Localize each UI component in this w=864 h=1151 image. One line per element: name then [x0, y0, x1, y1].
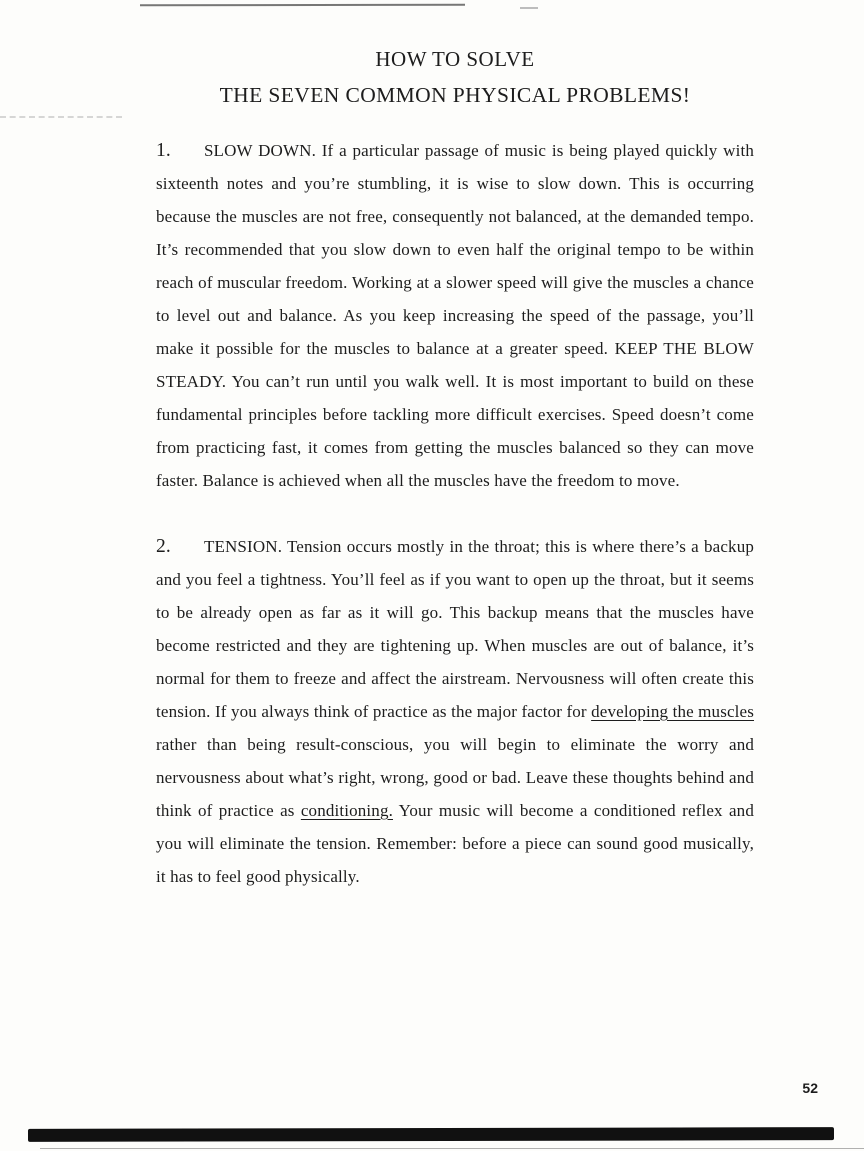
section-number: 1. — [156, 140, 171, 161]
underlined-text: conditioning. — [300, 801, 393, 820]
paragraph — [156, 134, 754, 497]
paragraph — [156, 530, 754, 893]
underlined-text: developing the muscles — [591, 702, 755, 721]
scan-artifact-bottom-bar — [28, 1127, 834, 1142]
scan-artifact-top-mark — [520, 7, 538, 9]
scan-artifact-bottom-line — [40, 1148, 864, 1149]
scan-artifact-top-line — [140, 4, 465, 7]
text-run: SLOW DOWN. If a particular passage of music is being played quickly with sixteenth notes and you’re stumbling, it is wise to slow down. This is occurring because the muscles are not free, consequently not balanced, at the demanded tempo. It’s recommended that you slow down to even half the original tempo to be within reach of muscular freedom. Working at a slower speed will give the muscles a chance to level out and balance. As you keep increasing the speed of the passage, you’ll make it possible for the muscles to balance at a greater speed. KEEP THE BLOW STEADY. You can’t run until you walk well. It is most important to build on these fundamental principles before tackling more difficult exercises. Speed doesn’t come from practicing fast, it comes from getting the muscles balanced so they can move faster. Balance is achieved when all the muscles have the freedom to move. — [156, 141, 754, 490]
text-run: rather than being result-conscious, you will begin to eliminate the worry and nervousness about what’s right, wrong, good or bad. Leave these thoughts behind and think of practice as — [156, 735, 754, 820]
text-run: Your music will become a conditioned reflex and you will eliminate the tension. Remember: before a piece can sound good musically, it has to feel good physically. — [156, 801, 754, 886]
text-run: TENSION. Tension occurs mostly in the throat; this is where there’s a backup and you feel a tightness. You’ll feel as if you want to open up the throat, but it seems to be already open as far as it will go. This backup means that the muscles have become restricted and they are tightening up. When muscles are out of balance, it’s normal for them to freeze and affect the airstream. Nervousness will often create this tension. If you always think of practice as the major factor for — [156, 537, 754, 721]
page-number: 52 — [802, 1080, 818, 1096]
scan-artifact-left-dashes — [0, 116, 122, 118]
page-title-line2: THE SEVEN COMMON PHYSICAL PROBLEMS! — [219, 83, 691, 107]
page-title-line1: HOW TO SOLVE — [375, 47, 535, 71]
body-text — [156, 134, 754, 893]
page-content — [156, 46, 754, 893]
section-number: 2. — [156, 536, 171, 557]
